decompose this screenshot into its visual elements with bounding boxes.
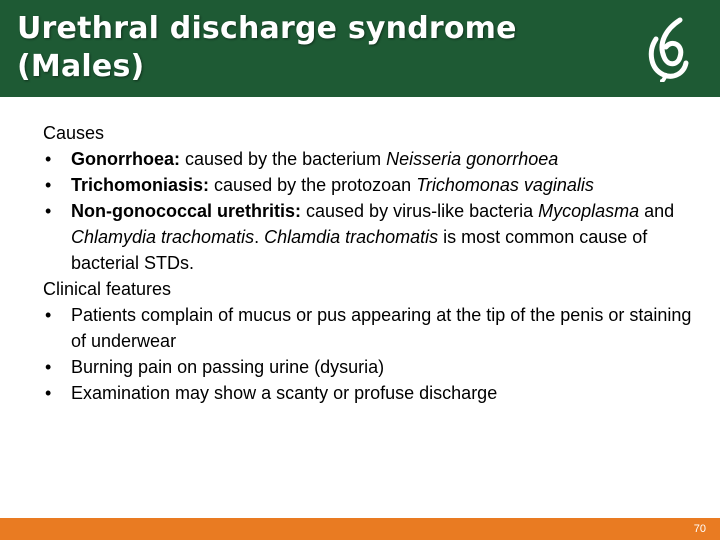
list-item bbox=[43, 198, 703, 276]
cause-text: and bbox=[639, 201, 675, 221]
slide-body bbox=[43, 120, 703, 406]
cause-term: Non-gonococcal urethritis: bbox=[71, 201, 302, 221]
cause-term: Gonorrhoea: bbox=[71, 149, 181, 169]
clinical-features-list bbox=[43, 302, 703, 406]
cause-text: . bbox=[254, 227, 265, 247]
slide-header bbox=[0, 0, 720, 97]
cause-text: caused by the bacterium bbox=[180, 149, 387, 169]
page-number: 70 bbox=[693, 523, 706, 535]
cause-term: Trichomoniasis: bbox=[71, 175, 210, 195]
cause-text: is most common cause of bacterial STDs. bbox=[71, 227, 648, 273]
clinical-features-heading: Clinical features bbox=[43, 279, 172, 299]
list-item bbox=[43, 146, 703, 172]
title-line-2: (Males) bbox=[17, 49, 145, 84]
cause-organism: Chlamydia trachomatis bbox=[71, 227, 255, 247]
list-item: • Patients complain of mucus or pus appearing at the tip of the penis or staining of underwear bbox=[43, 302, 703, 354]
title-line-1: Urethral discharge syndrome bbox=[17, 11, 517, 46]
cause-organism: Trichomonas vaginalis bbox=[416, 175, 594, 195]
cause-organism: Mycoplasma bbox=[538, 201, 640, 221]
cause-text: caused by virus-like bacteria bbox=[301, 201, 539, 221]
causes-heading: Causes bbox=[43, 123, 105, 143]
causes-list bbox=[43, 146, 703, 276]
list-item: • Burning pain on passing urine (dysuria) bbox=[43, 354, 703, 380]
stylized-leaf-logo-icon bbox=[644, 17, 694, 82]
list-item bbox=[43, 172, 703, 198]
cause-organism: Chlamdia trachomatis bbox=[264, 227, 439, 247]
slide-title bbox=[17, 10, 517, 86]
list-item: • Examination may show a scanty or profuse discharge bbox=[43, 380, 703, 406]
cause-organism: Neisseria gonorrhoea bbox=[386, 149, 559, 169]
cause-text: caused by the protozoan bbox=[209, 175, 417, 195]
footer-bar bbox=[0, 518, 720, 540]
